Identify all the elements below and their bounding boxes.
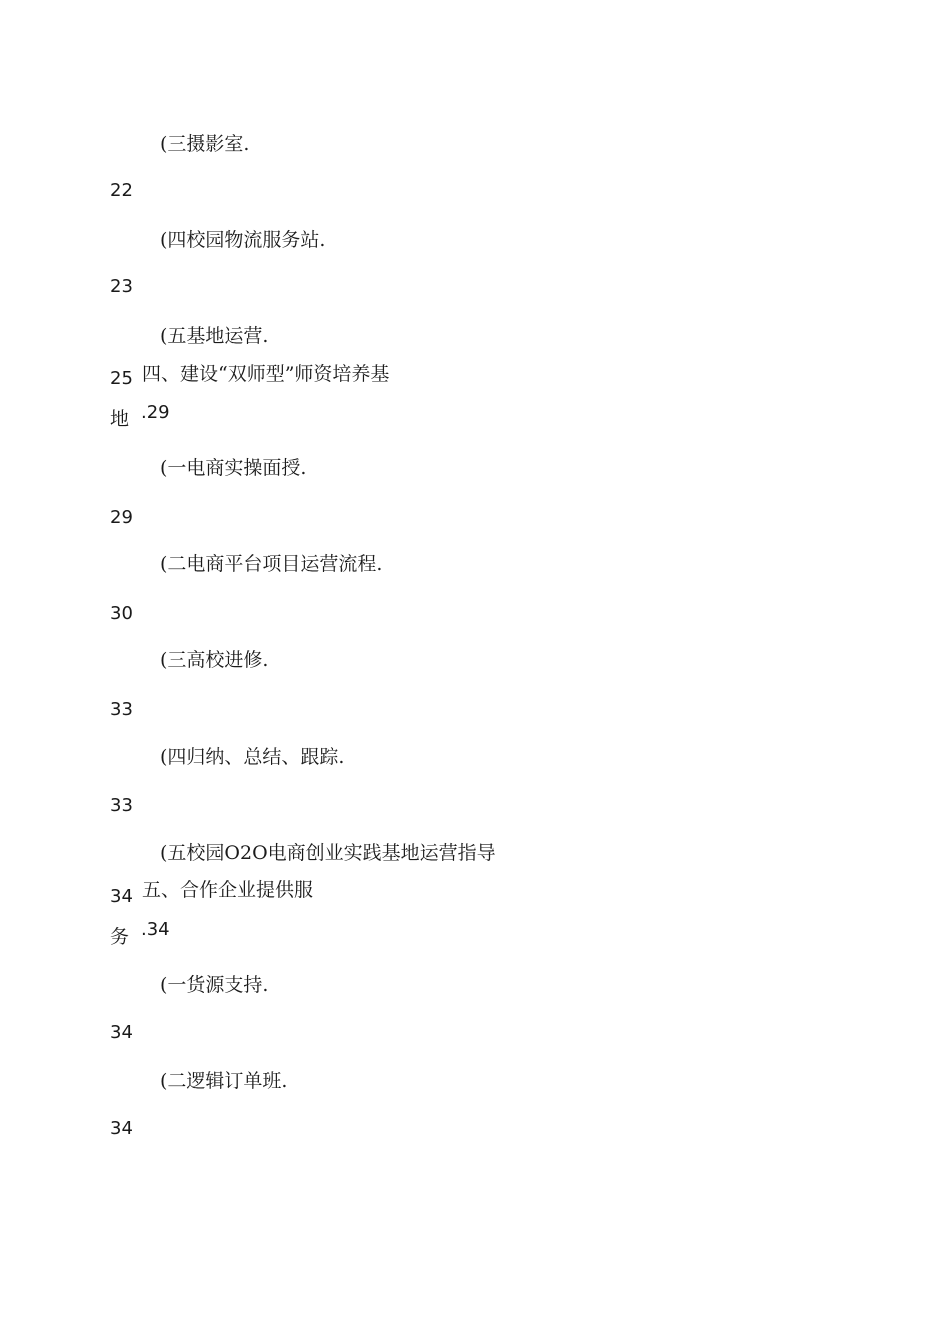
toc-page-number: 33: [110, 795, 133, 816]
toc-entry-label: (四校园物流服务站.: [160, 229, 326, 251]
toc-page-number: 34: [110, 886, 133, 907]
toc-page-number: .34: [141, 919, 170, 940]
toc-section-heading-wrap: 务: [110, 926, 130, 948]
toc-page-number: 30: [110, 603, 133, 624]
toc-entry-label: (一电商实操面授.: [160, 457, 307, 479]
toc-entry-label: (五校园O2O电商创业实践基地运营指导: [160, 842, 496, 864]
toc-entry-label: (三摄影室.: [160, 133, 250, 155]
toc-section-heading: 五、合作企业提供服: [142, 879, 314, 901]
toc-entry-label: (二电商平台项目运营流程.: [160, 553, 383, 575]
toc-page-number: 29: [110, 507, 133, 528]
toc-section-heading: 四、建设“双师型”师资培养基: [142, 363, 390, 385]
toc-page-number: 22: [110, 180, 133, 201]
toc-page-number: .29: [141, 402, 170, 423]
toc-page-number: 25: [110, 368, 133, 389]
toc-entry-label: (一货源支持.: [160, 974, 269, 996]
toc-entry-label: (三高校进修.: [160, 649, 269, 671]
toc-entry-label: (四归纳、总结、跟踪.: [160, 746, 345, 768]
toc-entry-label: (二逻辑订单班.: [160, 1070, 288, 1092]
toc-entry-label: (五基地运营.: [160, 325, 269, 347]
toc-page-number: 34: [110, 1118, 133, 1139]
toc-page-number: 34: [110, 1022, 133, 1043]
toc-section-heading-wrap: 地: [110, 408, 130, 430]
toc-page-number: 23: [110, 276, 133, 297]
toc-page-number: 33: [110, 699, 133, 720]
